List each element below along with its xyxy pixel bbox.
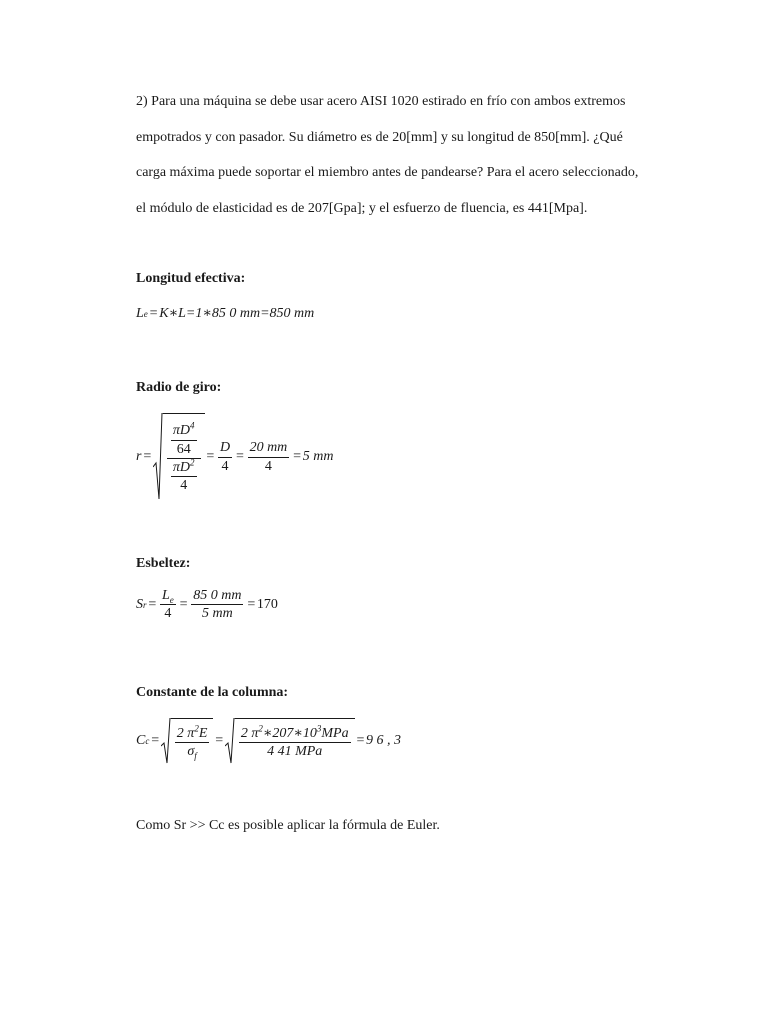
exponent-3: 3 (316, 722, 322, 733)
problem-line-4: el módulo de elasticidad es de 207[Gpa]; y el esfuerzo de fluencia, es 441[Mpa]. (136, 200, 588, 216)
symbol-e: E (198, 725, 208, 741)
fraction-numeric-column-constant (239, 722, 351, 760)
problem-line-3: carga máxima puede soportar el miembro antes de pandearse? Para el acero seleccionado, (136, 165, 639, 181)
denominator-4: 4 (164, 606, 172, 622)
denominator-5mm: 5 mm (201, 606, 233, 622)
radical-sign (225, 718, 355, 764)
heading-effective-length: Longitud efectiva: (136, 271, 246, 286)
symbol-r: r (136, 449, 142, 464)
text-times-207-times-10: ∗207∗10 (262, 725, 317, 741)
outer-fraction (167, 420, 201, 494)
radical-sign (161, 718, 214, 764)
numerator-d: D (218, 440, 232, 457)
fraction-pi-d2-over-4 (171, 457, 197, 494)
fraction-2pi2e-over-sigma (175, 722, 210, 761)
problem-line-1: 2) Para una máquina se debe usar acero AISI 1020 estirado en frío con ambos extremos (136, 94, 626, 109)
equation-effective-length: L e = K∗L=1∗85 0 mm=850 mm (136, 305, 315, 321)
sqrt-symbol (153, 413, 163, 501)
equation-column-constant: C c = $\frac{2 \pi^2E}{\sigma_f}$ = $\frac{2 \pi^2∗207∗10^3MPa}{\text{4 41 MPa}}$ = 9 6 , 3 (136, 718, 401, 764)
unit-mpa: MPa (295, 744, 323, 759)
subscript-e: e (169, 594, 174, 605)
denominator-4: 4 (264, 458, 272, 474)
exponent-2: 2 (194, 722, 199, 733)
numerator-850mm: 85 0 mm (191, 588, 243, 605)
fraction-le-over-4 (160, 588, 176, 622)
effective-length-expression: K∗L=1∗85 0 mm=850 mm (159, 306, 315, 321)
text-pi-d: πD (172, 423, 191, 439)
symbol-s: S (136, 596, 143, 612)
denominator-4: 4 (221, 458, 229, 474)
unit-mpa: MPa (321, 725, 349, 741)
denominator-64: 64 (176, 441, 191, 457)
text-2pi: 2 π (176, 725, 195, 741)
slenderness-result: 170 (256, 596, 278, 612)
denominator-4: 4 (180, 478, 188, 494)
symbol-c: C (136, 733, 146, 748)
sqrt-symbol (161, 718, 171, 764)
heading-slenderness: Esbeltez: (136, 556, 191, 571)
exponent-2: 2 (190, 457, 195, 468)
numerator-20mm: 20 mm (248, 440, 290, 457)
problem-statement (136, 84, 678, 226)
fraction-pi-d4-over-64 (171, 420, 197, 457)
text-2pi: 2 π (240, 725, 259, 741)
heading-radius-of-gyration: Radio de giro: (136, 380, 222, 395)
text-pi-d: πD (172, 460, 191, 475)
conclusion-text: Como Sr >> Cc es posible aplicar la fórmula de Euler. (136, 818, 440, 833)
symbol-sigma: σ (187, 744, 195, 759)
radius-result: 5 mm (302, 449, 334, 464)
sqrt-symbol (225, 718, 235, 764)
equation-slenderness: S r = $\frac{L_e}{4}$ = $\frac{85 0 mm}{5 mm}$ = 170 (136, 588, 278, 622)
exponent-4: 4 (190, 420, 195, 431)
fraction-850mm-over-5mm (191, 588, 243, 622)
fraction-20mm-over-4 (248, 440, 290, 474)
symbol-l: L (136, 305, 144, 321)
fraction-d-over-4 (218, 440, 232, 474)
problem-line-2: empotrados y con pasador. Su diámetro es de 20[mm] y su longitud de 850[mm]. ¿Qué (136, 129, 623, 145)
heading-column-constant: Constante de la columna: (136, 685, 289, 700)
radical-sign (153, 413, 205, 501)
column-constant-result: 9 6 , 3 (366, 733, 402, 748)
symbol-l: L (161, 588, 170, 603)
exponent-2: 2 (258, 722, 263, 733)
denominator-441: 4 41 (267, 744, 292, 759)
equation-radius-of-gyration: r = $\frac{\frac{\pi D^4}{64}}{\frac{\pi D^2}{4}}$ = $\frac{D}{4}$ = $\frac{20 mm}{4}$ = 5 mm (136, 413, 333, 501)
subscript-f: f (194, 750, 197, 761)
